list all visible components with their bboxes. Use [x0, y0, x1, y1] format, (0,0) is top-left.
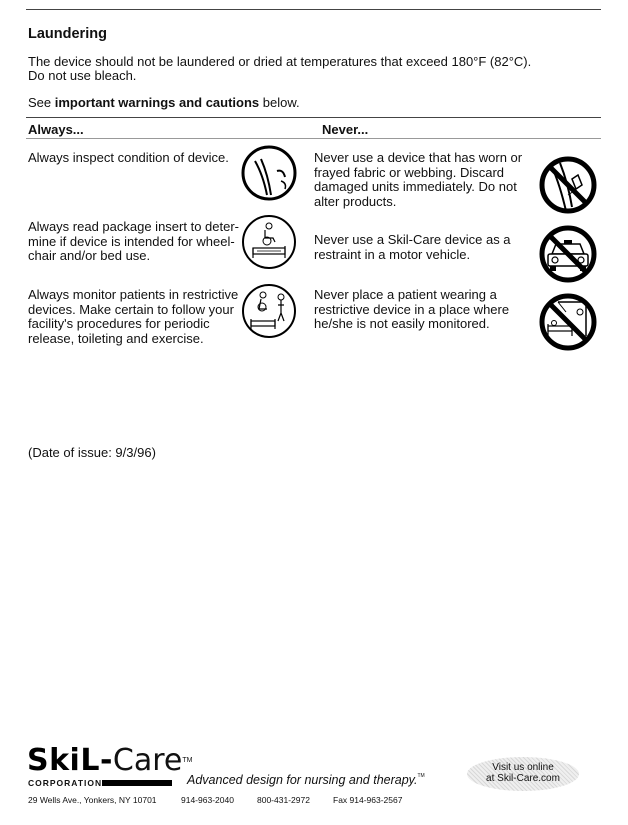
see-prefix: See — [28, 95, 55, 110]
visit-online-badge[interactable] — [467, 757, 579, 791]
see-suffix: below. — [259, 95, 300, 110]
always-item-3-line: Always monitor patients in restrictive — [28, 287, 239, 302]
column-header-rule — [26, 117, 601, 118]
never-item-3-line: Never place a patient wearing a — [314, 287, 497, 302]
tagline-text: Advanced design for nursing and therapy. — [187, 773, 418, 787]
section-title: Laundering — [28, 26, 107, 42]
always-header: Always... — [28, 122, 84, 137]
always-item-1 — [28, 151, 229, 166]
never-item-1 — [314, 151, 522, 209]
never-item-3-line: restrictive device in a place where — [314, 301, 510, 317]
always-item-1-line: Always inspect condition of device. — [28, 150, 229, 165]
logo-tm: TM — [182, 757, 193, 764]
always-item-2-line: Always read package insert to deter- — [28, 219, 239, 234]
logo-dash: - — [99, 743, 113, 778]
no-frayed-fabric-icon — [538, 155, 598, 215]
always-item-3-line: release, toileting and exercise. — [28, 330, 204, 346]
always-item-3-line: devices. Make certain to follow your — [28, 301, 234, 317]
laundering-line-1: The device should not be laundered or dried at temperatures that exceed 180°F (82°C). — [28, 54, 532, 69]
date-of-issue: (Date of issue: 9/3/96) — [28, 445, 156, 460]
company-logo — [27, 743, 193, 781]
never-header: Never... — [322, 122, 369, 137]
never-item-2-line: restraint in a motor vehicle. — [314, 246, 471, 262]
never-item-1-line: frayed fabric or webbing. Discard — [314, 164, 505, 180]
always-item-3-line: facility's procedures for periodic — [28, 316, 210, 331]
never-item-3 — [314, 288, 509, 332]
visit-line-2: at Skil-Care.com — [486, 773, 560, 784]
column-subheader-rule — [26, 138, 601, 139]
see-warnings-note — [28, 96, 300, 111]
address: 29 Wells Ave., Yonkers, NY 10701 — [28, 795, 157, 805]
see-bold: important warnings and cautions — [54, 95, 260, 110]
tagline-tm: TM — [417, 773, 425, 779]
logo-bar — [102, 780, 172, 786]
visit-line-1: Visit us online — [492, 762, 554, 773]
never-item-1-line: damaged units immediately. Do not — [314, 179, 517, 194]
tagline — [187, 773, 425, 787]
logo-care: Care — [112, 743, 183, 778]
never-item-2 — [314, 233, 511, 262]
logo-skil: SkiL — [27, 743, 100, 778]
never-item-1-line: alter products. — [314, 193, 397, 209]
no-unmonitored-icon — [538, 292, 598, 352]
wheelchair-bed-icon — [241, 214, 297, 270]
phone-tollfree: 800-431-2972 — [257, 795, 310, 805]
no-vehicle-icon — [538, 224, 598, 284]
logo-corporation: CORPORATION — [28, 778, 103, 788]
phone-local: 914-963-2040 — [181, 795, 234, 805]
always-item-2 — [28, 220, 239, 264]
worn-strap-icon — [241, 145, 297, 201]
always-item-3 — [28, 288, 238, 346]
monitor-patient-icon — [241, 283, 297, 339]
never-item-3-line: he/she is not easily monitored. — [314, 316, 490, 331]
never-item-2-line: Never use a Skil-Care device as a — [314, 232, 511, 247]
always-item-2-line: chair and/or bed use. — [28, 248, 151, 263]
fax-number: Fax 914-963-2567 — [333, 795, 403, 805]
never-item-1-line: Never use a device that has worn or — [314, 150, 523, 165]
top-rule — [26, 9, 601, 10]
laundering-line-2: Do not use bleach. — [28, 68, 137, 83]
always-item-2-line: mine if device is intended for wheel- — [28, 233, 235, 249]
